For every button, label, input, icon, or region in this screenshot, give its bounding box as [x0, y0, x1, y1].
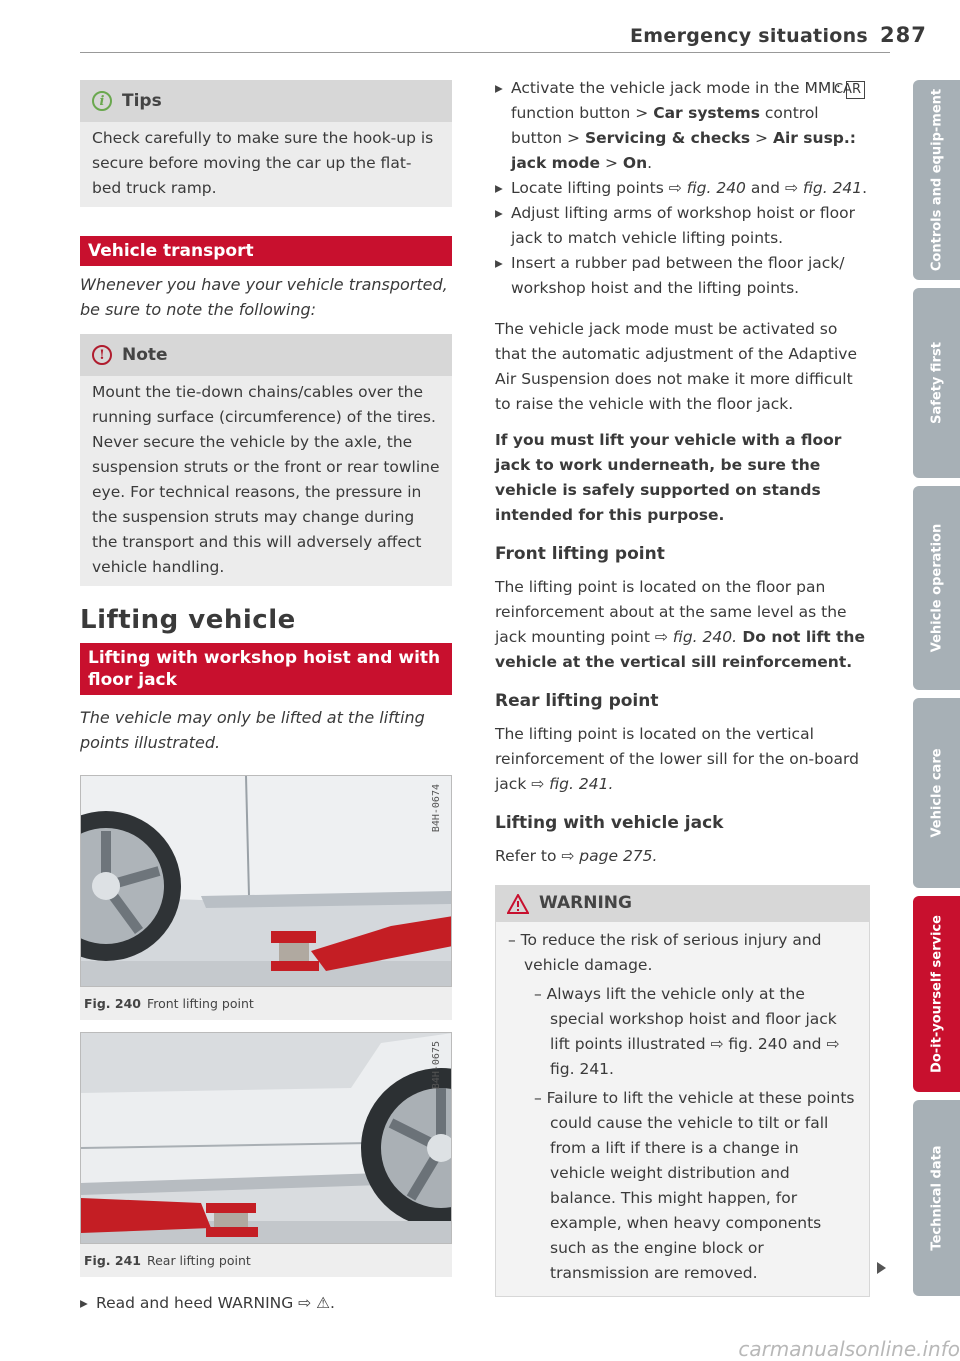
tips-title: Tips: [122, 90, 162, 111]
tab-label: Do-it-yourself service: [929, 915, 944, 1073]
rear-fig-link[interactable]: ⇨ fig. 241.: [531, 775, 614, 793]
rear-lifting-text: [495, 722, 870, 797]
figure-caption-text: Front lifting point: [146, 996, 254, 1011]
figure-rear-lifting-point: [80, 1032, 452, 1244]
step1-a: function button >: [511, 104, 654, 122]
front-fig-link[interactable]: ⇨ fig. 240.: [654, 628, 738, 646]
warning-triangle-icon: [507, 894, 529, 914]
front-text: The lifting point is located on the floor pan reinforcement about at the same level as the jack mounting point: [495, 578, 847, 646]
step1-car-systems: Car systems: [653, 104, 760, 122]
tab-label: Controls and equip-ment: [929, 88, 944, 272]
page-number: 287: [880, 23, 927, 47]
watermark: carmanualsonline.info: [738, 1337, 960, 1361]
step1-c: control button >: [511, 104, 819, 147]
rear-text: The lifting point is located on the vertical reinforcement of the lower sill for the on-board jack: [495, 725, 859, 793]
step1-servicing: Servicing & checks: [584, 129, 751, 147]
fig241-link[interactable]: ⇨ fig. 241: [784, 179, 863, 197]
section-title: Emergency situations: [630, 25, 869, 47]
tab-label: Vehicle operation: [929, 523, 944, 653]
transport-intro: Whenever you have your vehicle transported, be sure to note the following:: [80, 275, 448, 319]
tab-label: Safety first: [929, 342, 944, 424]
figure-caption-text: Rear lifting point: [146, 1253, 251, 1268]
warning-item: – To reduce the risk of serious injury and vehicle damage.: [508, 931, 822, 974]
continue-arrow-icon: [877, 1262, 886, 1274]
car-key: CAR: [846, 81, 865, 99]
jack-mode-paragraph: The vehicle jack mode must be activated so that the automatic adjustment of the Adaptive Air Suspension does not make it more difficult to raise the vehicle with the floor jack.: [495, 320, 857, 413]
read-warning-text: Read and heed WARNING ⇨ ⚠.: [96, 1294, 335, 1312]
step2-pre: Locate lifting points: [511, 179, 669, 197]
note-body: Mount the tie-down chains/cables over the running surface (circumference) of the tires. Never secure the vehicle by the axle, the suspension struts or the front or rear towline eye. For technical reasons, the pressure in the suspension struts may change during the transport and this will adversely affect vehicle handling.: [80, 376, 452, 586]
step-locate-points: [495, 176, 870, 201]
lifting-vehicle-title: Lifting vehicle: [80, 605, 296, 635]
front-lifting-illustration: [81, 776, 452, 986]
read-warning-step: [80, 1291, 452, 1316]
vehicle-jack-text: [495, 844, 870, 869]
lifting-intro: The vehicle may only be lifted at the lifting points illustrated.: [80, 708, 425, 752]
figure-label: Fig. 240: [84, 996, 141, 1011]
tab-vehicle-care[interactable]: [913, 698, 960, 888]
step4-text: Insert a rubber pad between the floor jack/ workshop hoist and the lifting points.: [511, 254, 845, 297]
lifting-hoist-heading: Lifting with workshop hoist and with floor jack: [80, 643, 452, 695]
step-activate-jack-mode: [495, 76, 870, 176]
front-bold-text: Do not lift the vehicle at the vertical sill reinforcement.: [495, 628, 865, 671]
figure-caption: [80, 987, 452, 1020]
step1-i: .: [647, 154, 653, 172]
step1-text: Activate the vehicle jack mode in the MMI:: [511, 79, 842, 97]
note-header: [80, 334, 452, 376]
figure-caption: [80, 1244, 452, 1277]
tips-header: [80, 80, 452, 122]
front-lifting-text: [495, 575, 870, 675]
rear-lifting-heading: Rear lifting point: [495, 691, 659, 711]
jack-text: Refer to: [495, 847, 562, 865]
warning-item: – Failure to lift the vehicle at these points could cause the vehicle to tilt or fall from a lift if there is a change in vehicle weight distribution and balance. This might happen, for example, when heavy components such as the engine block or transmission are removed.: [534, 1089, 855, 1282]
step-rubber-pad: [495, 251, 870, 301]
figure-label: Fig. 241: [84, 1253, 141, 1268]
step3-text: Adjust lifting arms of workshop hoist or floor jack to match vehicle lifting points.: [511, 204, 855, 247]
note-title: Note: [122, 344, 168, 365]
figure-front-lifting-point: [80, 775, 452, 987]
tips-body: Check carefully to make sure the hook-up is secure before moving the car up the flat-bed truck ramp.: [80, 122, 452, 207]
step2-end: .: [862, 179, 868, 197]
tab-label: Vehicle care: [929, 748, 944, 838]
tab-technical-data[interactable]: [913, 1100, 960, 1296]
vehicle-jack-heading: Lifting with vehicle jack: [495, 813, 724, 833]
info-icon: i: [92, 91, 112, 111]
left-column: [80, 80, 452, 1316]
step1-air-susp: Air susp.: jack mode: [511, 129, 856, 172]
step2-mid: and: [745, 179, 785, 197]
rear-lifting-illustration: [81, 1033, 452, 1243]
step-adjust-arms: [495, 201, 870, 251]
figure-id: B4H-0674: [431, 784, 442, 833]
step1-e: >: [750, 129, 773, 147]
figure-id: B4H-0675: [431, 1041, 442, 1090]
warning-title: WARNING: [539, 893, 632, 913]
step1-on: On: [622, 154, 648, 172]
caution-icon: !: [92, 345, 112, 365]
front-lifting-heading: Front lifting point: [495, 544, 665, 564]
vehicle-transport-heading: Vehicle transport: [80, 236, 452, 266]
tab-safety[interactable]: [913, 288, 960, 478]
tab-label: Technical data: [929, 1145, 944, 1251]
warning-item: – Always lift the vehicle only at the special workshop hoist and floor jack lift points illustrated ⇨ fig. 240 and ⇨ fig. 241.: [534, 985, 840, 1078]
tab-vehicle-operation[interactable]: [913, 486, 960, 690]
right-column: [495, 76, 870, 1297]
step1-g: >: [600, 154, 623, 172]
warning-body: [495, 922, 870, 1297]
tab-controls[interactable]: [913, 80, 960, 280]
header-rule: [80, 52, 890, 53]
warning-header: [495, 885, 870, 922]
page-275-link[interactable]: ⇨ page 275.: [561, 847, 658, 865]
fig240-link[interactable]: ⇨ fig. 240: [668, 179, 746, 197]
safety-paragraph: If you must lift your vehicle with a floor jack to work underneath, be sure the vehicle is safely supported on stands intended for this purpose.: [495, 431, 842, 524]
tab-do-it-yourself[interactable]: [913, 896, 960, 1092]
